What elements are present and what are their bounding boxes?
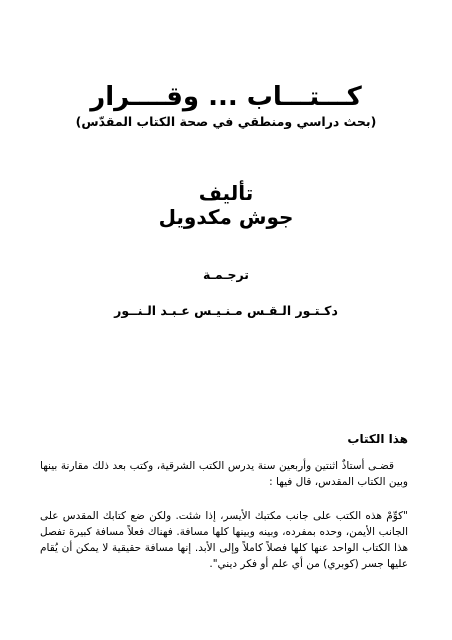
book-title: كـــتـــاب ... وقــــرار <box>90 82 362 112</box>
book-subtitle: (بحث دراسي ومنطقي في صحة الكتاب المقدّس) <box>75 114 377 129</box>
section-heading: هذا الكتاب <box>347 432 408 446</box>
author-label: تأليف <box>198 181 254 205</box>
quote-paragraph: "كوِّمْ هذه الكتب على جانب مكتبك الأيسر، إذا شئت. ولكن ضع كتابك المقدس على الجانب الأيمن، وحده بمفرده، وبينه وبينها كلها مسافة. فهناك فعلاً مسافة كبيرة تفصل هذا الكتاب الواحد عنها كلها فصلاً كاملاً وإلى الأبد. إنها مسافة حقيقية لا يمكن أن يُقام عليها جسر (كوبري) من أي علم أو فكر ديني". <box>40 510 408 570</box>
translator-name: دكـتـور الـقـس مـنـيـس عـبـد الـنــور <box>114 303 338 318</box>
author-name: جوش مكدويل <box>158 205 294 229</box>
translation-label: ترجـمـة <box>203 267 249 282</box>
intro-paragraph: قضـى أستاذٌ اثنتين وأربعين سنة يدرس الكتب الشرقية، وكتب بعد ذلك مقارنة بينها وبين الكتاب المقدس، قال فيها : <box>40 460 408 488</box>
